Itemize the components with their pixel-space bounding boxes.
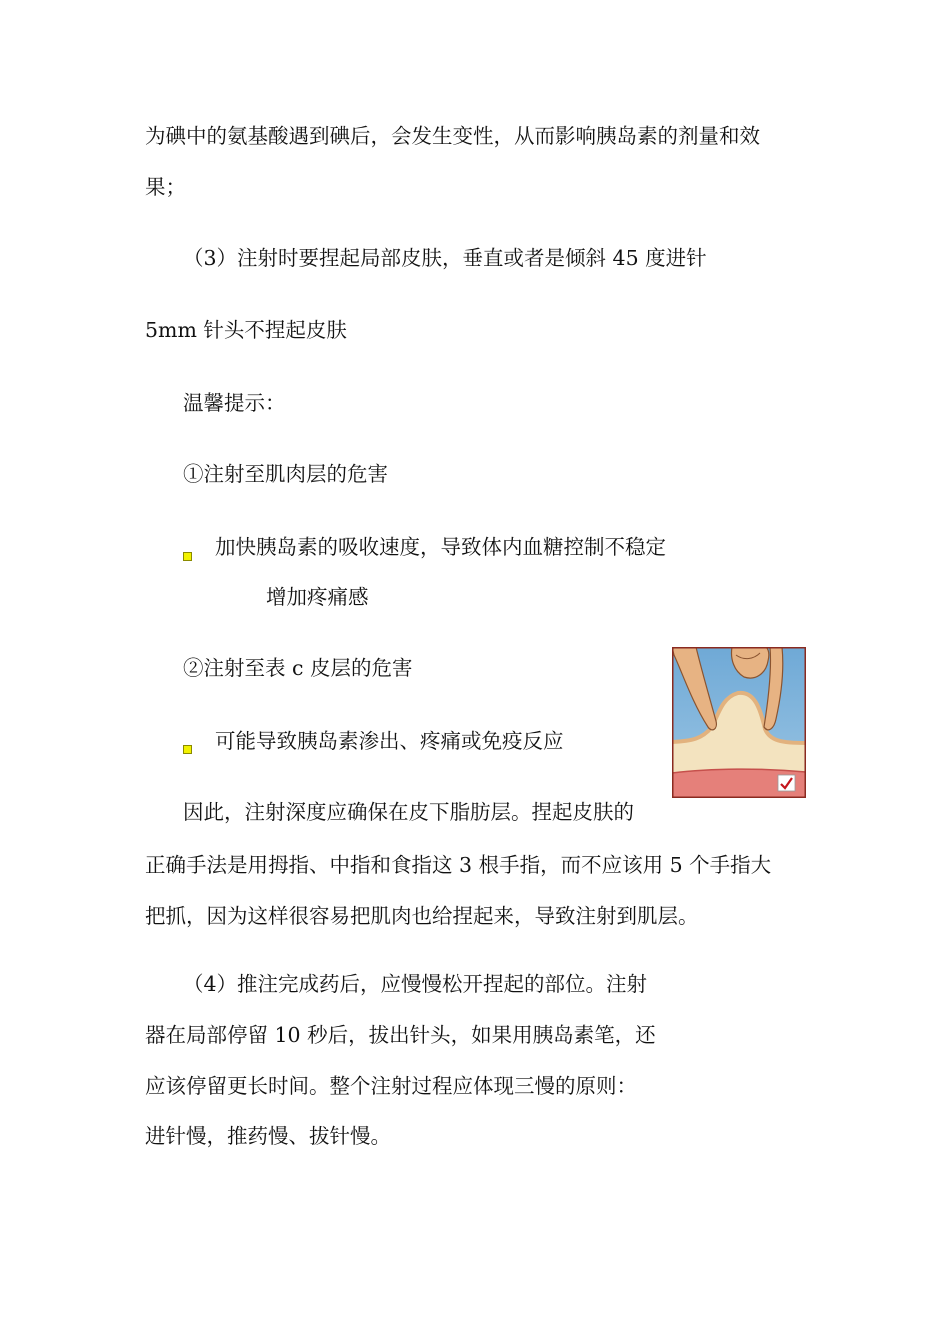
dermis-harm-heading: ②注射至表 c 皮层的危害 <box>183 656 413 680</box>
checkmark-icon <box>778 775 795 791</box>
tip-heading: 温馨提示： <box>183 391 286 415</box>
paragraph-line: 正确手法是用拇指、中指和食指这 3 根手指，而不应该用 5 个手指大 <box>145 853 772 877</box>
step-3-line: （3）注射时要捏起局部皮肤，垂直或者是倾斜 45 度进针 <box>183 246 707 270</box>
paragraph-line: 5mm 针头不捏起皮肤 <box>145 318 347 342</box>
bullet-marker <box>183 552 192 561</box>
paragraph-line: 果； <box>145 175 186 199</box>
paragraph-line: 进针慢，推药慢、拔针慢。 <box>145 1124 391 1148</box>
paragraph-line: 应该停留更长时间。整个注射过程应体现三慢的原则： <box>145 1074 637 1098</box>
paragraph-line: 把抓，因为这样很容易把肌肉也给捏起来，导致注射到肌层。 <box>145 904 699 928</box>
bullet-item: 加快胰岛素的吸收速度，导致体内血糖控制不稳定 <box>215 535 666 559</box>
muscle-harm-heading: ①注射至肌肉层的危害 <box>183 462 388 486</box>
bullet-item: 可能导致胰岛素渗出、疼痛或免疫反应 <box>215 729 564 753</box>
step-4-line: （4）推注完成药后，应慢慢松开捏起的部位。注射 <box>183 972 648 996</box>
paragraph-line: 器在局部停留 10 秒后，拔出针头，如果用胰岛素笔，还 <box>145 1023 656 1047</box>
bullet-item: 增加疼痛感 <box>266 585 369 609</box>
bullet-marker <box>183 745 192 754</box>
skin-pinch-illustration <box>672 647 806 798</box>
paragraph-line: 因此，注射深度应确保在皮下脂肪层。捏起皮肤的 <box>183 800 634 824</box>
paragraph-line: 为碘中的氨基酸遇到碘后，会发生变性，从而影响胰岛素的剂量和效 <box>145 124 760 148</box>
